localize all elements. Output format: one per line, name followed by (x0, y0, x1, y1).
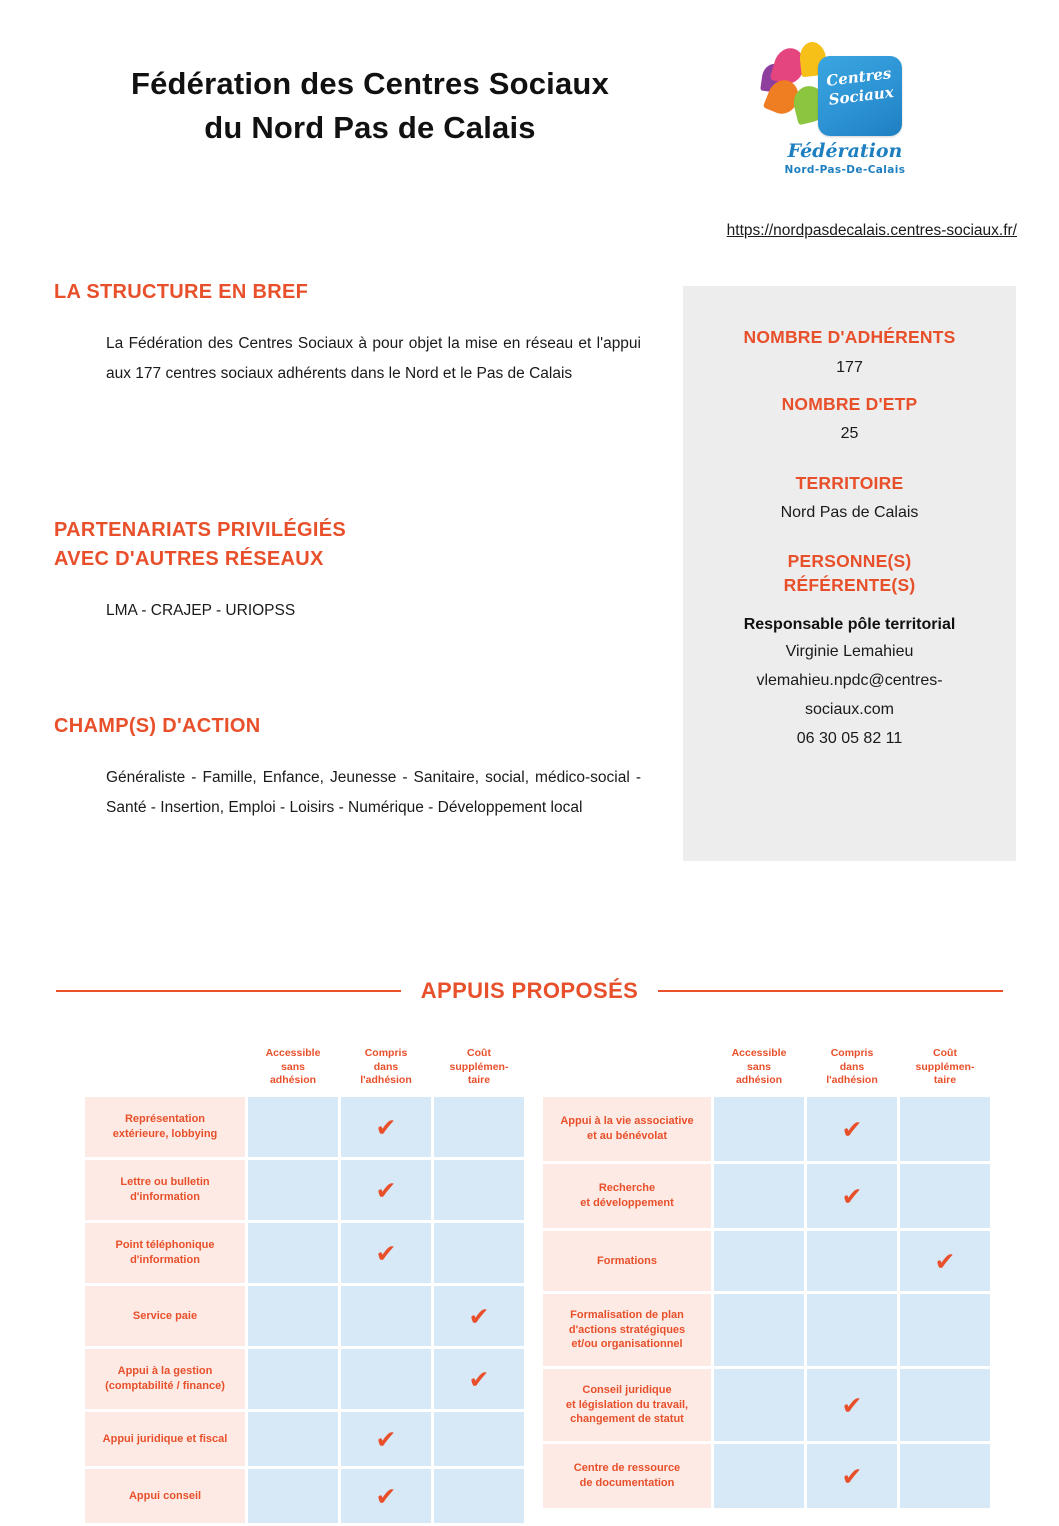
check-icon: ✔ (841, 1390, 863, 1420)
row-label: Appui juridique et fiscal (85, 1412, 245, 1466)
column-header-2: Compris dans l'adhésion (807, 1035, 897, 1094)
cell-checked (341, 1097, 431, 1157)
cell-empty (341, 1286, 431, 1346)
table-left-body (85, 1097, 524, 1523)
cell-empty (434, 1160, 524, 1220)
cell-empty (248, 1469, 338, 1523)
check-icon: ✔ (375, 1481, 397, 1511)
page-title (40, 62, 700, 150)
row-label: Appui à la gestion (comptabilité / finance) (85, 1349, 245, 1409)
info-panel (683, 286, 1016, 861)
check-icon: ✔ (375, 1175, 397, 1205)
cell-checked (341, 1469, 431, 1523)
table-left-header (85, 1035, 524, 1094)
section-heading-partenariats-line2: AVEC D'AUTRES RÉSEAUX (54, 548, 324, 570)
cell-empty (248, 1412, 338, 1466)
check-icon: ✔ (841, 1114, 863, 1144)
cell-checked (341, 1412, 431, 1466)
value-referent-email-line2: sociaux.com (805, 701, 894, 719)
table-row (85, 1097, 524, 1157)
label-personne-referente-line1: PERSONNE(S) (787, 551, 912, 572)
cell-empty (434, 1097, 524, 1157)
section-text-bref: La Fédération des Centres Sociaux à pour objet la mise en réseau et l'appui aux 177 centres sociaux adhérents dans le Nord et le Pas de Calais (106, 335, 641, 383)
logo-subtitle-text: Nord-Pas-De-Calais (784, 164, 906, 176)
logo-script-text: Centres Sociaux (825, 64, 895, 109)
cell-empty (248, 1160, 338, 1220)
table-row (85, 1160, 524, 1220)
column-header-3: Coût supplémen- taire (900, 1035, 990, 1094)
check-icon: ✔ (375, 1112, 397, 1142)
table-row (85, 1469, 524, 1523)
cell-empty (714, 1444, 804, 1508)
cell-checked (807, 1097, 897, 1161)
section-heading-bref: LA STRUCTURE EN BREF (54, 281, 309, 303)
cell-empty (807, 1294, 897, 1366)
section-heading-champs: CHAMP(S) D'ACTION (54, 715, 261, 737)
section-champs-action (54, 712, 654, 823)
table-row (543, 1097, 990, 1161)
cell-checked (807, 1164, 897, 1228)
row-label: Appui à la vie associative et au bénévolat (543, 1097, 711, 1161)
cell-empty (900, 1097, 990, 1161)
website-link[interactable]: https://nordpasdecalais.centres-sociaux.fr/ (726, 222, 1017, 239)
cell-empty (248, 1223, 338, 1283)
table-row (543, 1231, 990, 1291)
cell-empty (248, 1097, 338, 1157)
label-territoire: TERRITOIRE (795, 472, 904, 493)
section-structure-en-bref (54, 278, 654, 389)
logo-square-icon (818, 56, 902, 136)
document-header (0, 0, 1059, 210)
divider-left (56, 990, 401, 992)
label-personne-referente-line2: RÉFÉRENTE(S) (783, 575, 916, 596)
appuis-table-right (540, 1032, 993, 1511)
section-text-partenariats: LMA - CRAJEP - URIOPSS (106, 602, 296, 619)
cell-checked (434, 1286, 524, 1346)
cell-checked (434, 1349, 524, 1409)
table-header-row (85, 1035, 524, 1094)
divider-right (658, 990, 1003, 992)
cell-empty (434, 1469, 524, 1523)
label-nombre-etp: NOMBRE D'ETP (781, 393, 918, 414)
cell-empty (807, 1231, 897, 1291)
row-label: Représentation extérieure, lobbying (85, 1097, 245, 1157)
row-label: Recherche et développement (543, 1164, 711, 1228)
appuis-title: APPUIS PROPOSÉS (420, 978, 639, 1003)
cell-empty (714, 1097, 804, 1161)
table-row (85, 1286, 524, 1346)
column-header-1: Accessible sans adhésion (714, 1035, 804, 1094)
cell-empty (714, 1164, 804, 1228)
value-nombre-adherents: 177 (836, 358, 863, 376)
cell-empty (900, 1444, 990, 1508)
cell-empty (248, 1349, 338, 1409)
appuis-table-left (82, 1032, 527, 1526)
check-icon: ✔ (841, 1181, 863, 1211)
title-line-2: du Nord Pas de Calais (204, 110, 536, 146)
table-row (543, 1164, 990, 1228)
row-label: Conseil juridique et législation du travail, changement de statut (543, 1369, 711, 1441)
table-row (543, 1294, 990, 1366)
row-label: Centre de ressource de documentation (543, 1444, 711, 1508)
cell-empty (714, 1294, 804, 1366)
row-label: Appui conseil (85, 1469, 245, 1523)
cell-empty (434, 1223, 524, 1283)
value-referent-email-line1: vlemahieu.npdc@centres- (756, 671, 943, 689)
table-header-row (543, 1035, 990, 1094)
logo-federation-text: Fédération (787, 140, 903, 162)
table-corner-cell (85, 1035, 245, 1094)
check-icon: ✔ (841, 1461, 863, 1491)
cell-empty (900, 1294, 990, 1366)
section-partenariats (54, 516, 654, 626)
table-row (85, 1223, 524, 1283)
section-heading-partenariats-line1: PARTENARIATS PRIVILÉGIÉS (54, 519, 347, 541)
value-referent-phone: 06 30 05 82 11 (796, 730, 903, 748)
cell-checked (341, 1160, 431, 1220)
cell-checked (807, 1444, 897, 1508)
table-corner-cell (543, 1035, 711, 1094)
cell-empty (341, 1349, 431, 1409)
cell-empty (714, 1369, 804, 1441)
cell-checked (341, 1223, 431, 1283)
label-nombre-adherents: NOMBRE D'ADHÉRENTS (743, 327, 956, 347)
table-row (543, 1444, 990, 1508)
cell-empty (434, 1412, 524, 1466)
row-label: Formations (543, 1231, 711, 1291)
row-label: Point téléphonique d'information (85, 1223, 245, 1283)
cell-empty (714, 1231, 804, 1291)
row-label: Formalisation de plan d'actions stratégiques et/ou organisationnel (543, 1294, 711, 1366)
check-icon: ✔ (375, 1424, 397, 1454)
cell-checked (807, 1369, 897, 1441)
value-territoire: Nord Pas de Calais (780, 504, 919, 522)
value-nombre-etp: 25 (840, 425, 859, 443)
check-icon: ✔ (468, 1364, 490, 1394)
section-text-champs: Généraliste - Famille, Enfance, Jeunesse - Sanitaire, social, médico-social - Santé - Insertion, Emploi - Loisirs - Numérique - Développement local (106, 769, 641, 817)
value-referent-role: Responsable pôle territorial (743, 615, 956, 633)
column-header-3: Coût supplémen- taire (434, 1035, 524, 1094)
table-row (85, 1349, 524, 1409)
cell-empty (248, 1286, 338, 1346)
appuis-section-header (0, 978, 1059, 1004)
check-icon: ✔ (934, 1246, 956, 1276)
row-label: Lettre ou bulletin d'information (85, 1160, 245, 1220)
table-right-body (543, 1097, 990, 1508)
check-icon: ✔ (375, 1238, 397, 1268)
value-referent-name: Virginie Lemahieu (785, 642, 914, 660)
table-row (85, 1412, 524, 1466)
cell-empty (900, 1369, 990, 1441)
cell-checked (900, 1231, 990, 1291)
table-right-header (543, 1035, 990, 1094)
row-label: Service paie (85, 1286, 245, 1346)
column-header-1: Accessible sans adhésion (248, 1035, 338, 1094)
column-header-2: Compris dans l'adhésion (341, 1035, 431, 1094)
cell-empty (900, 1164, 990, 1228)
table-row (543, 1369, 990, 1441)
check-icon: ✔ (468, 1301, 490, 1331)
title-line-1: Fédération des Centres Sociaux (130, 66, 610, 101)
organization-logo (760, 40, 930, 195)
